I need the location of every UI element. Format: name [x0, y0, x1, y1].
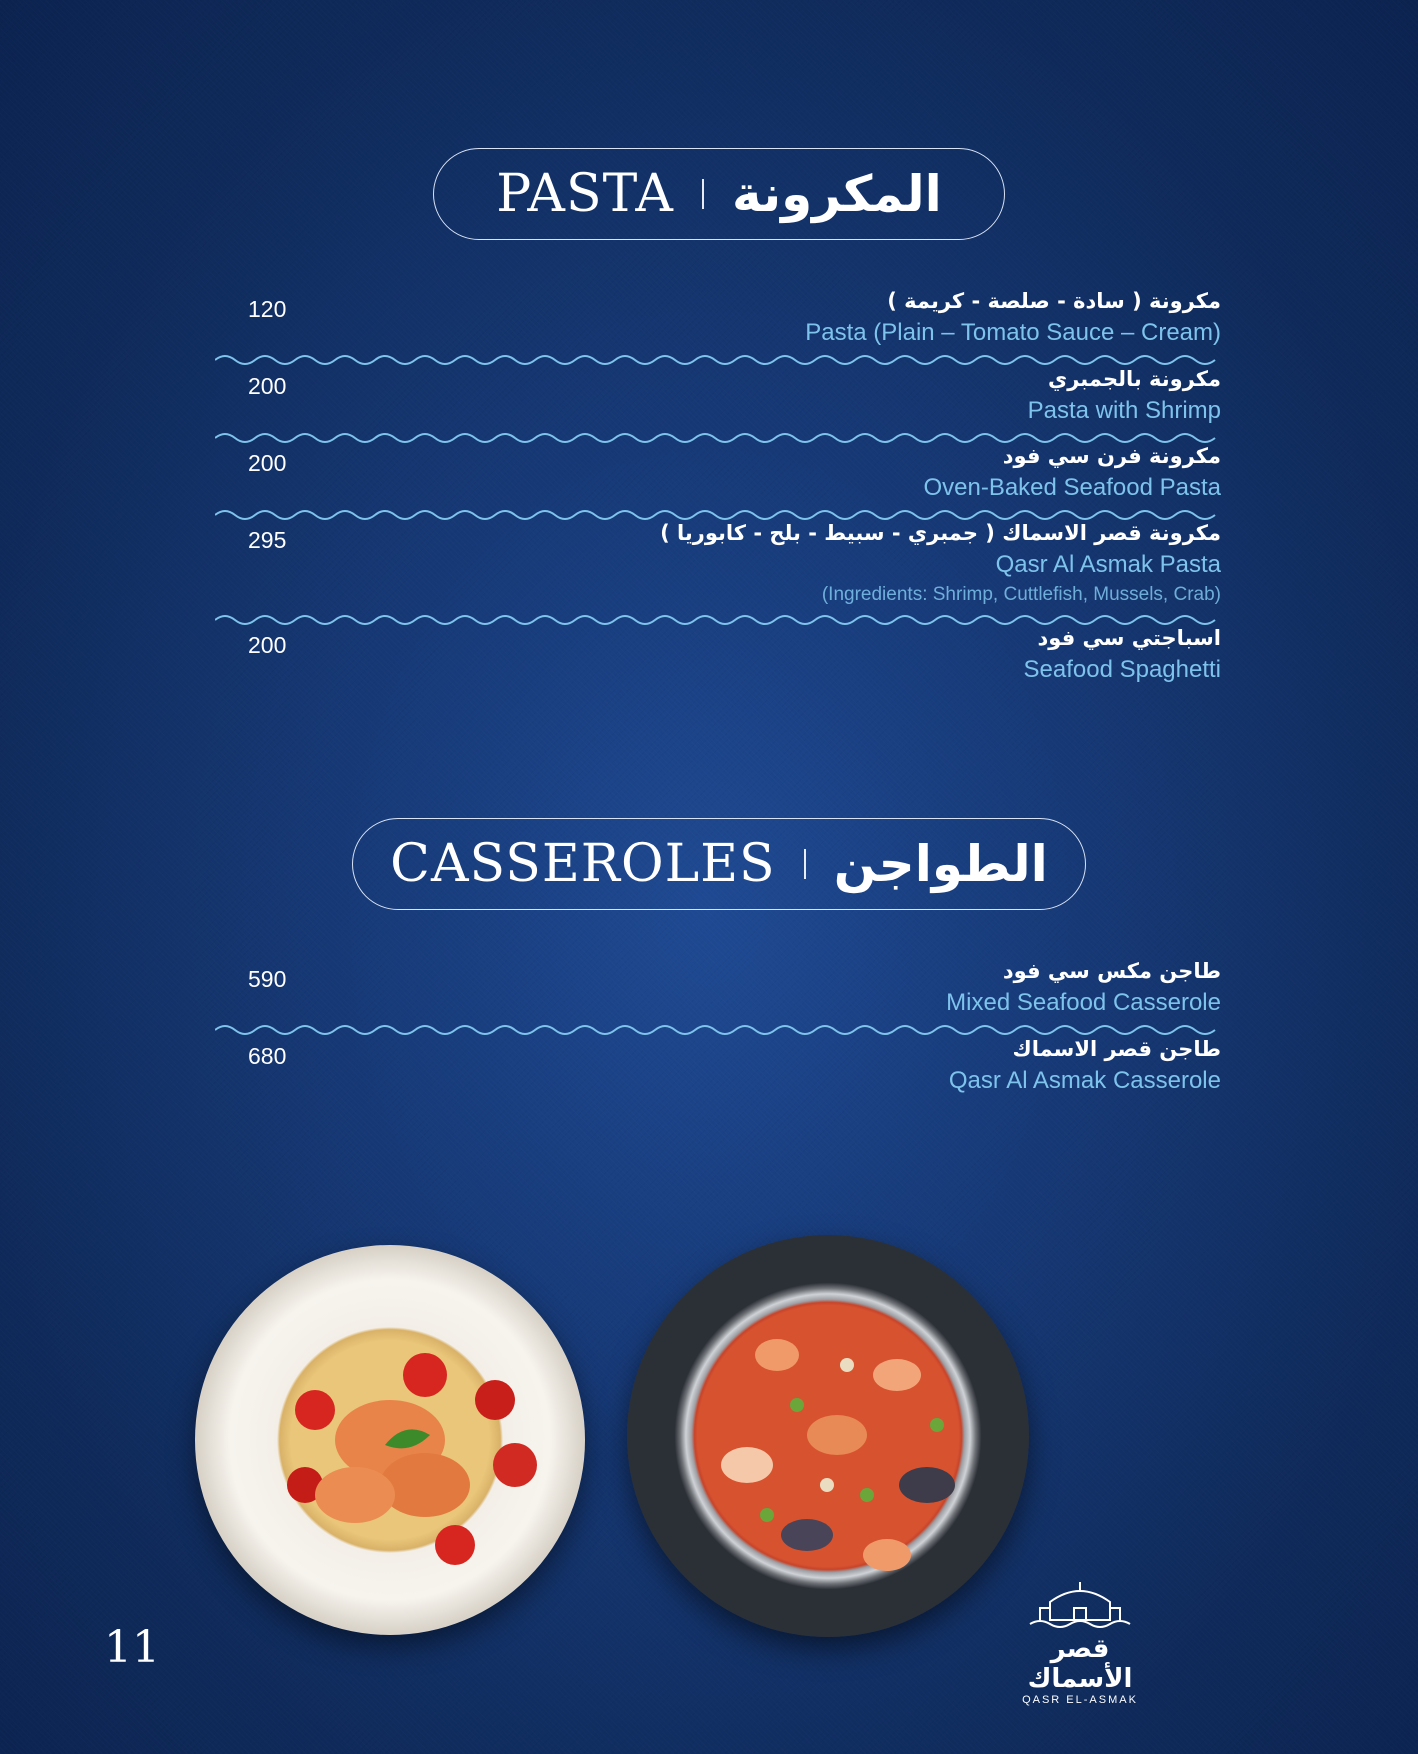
item-name-ar: طاجن مكس سي فود — [1002, 959, 1221, 983]
menu-item — [923, 441, 1221, 505]
logo-text-en: QASR EL-ASMAK — [1022, 1694, 1138, 1706]
item-name-ar: مكرونة قصر الاسماك ( جمبري - سبيط - بلح - كابوريا ) — [660, 521, 1221, 545]
item-name-ar: طاجن قصر الاسماك — [1012, 1037, 1221, 1061]
menu-item — [660, 518, 1221, 608]
menu-item — [1028, 364, 1221, 428]
item-price: 295 — [248, 527, 287, 553]
castle-logo-icon — [1020, 1580, 1140, 1630]
item-price: 680 — [248, 1043, 287, 1069]
item-name-ar: اسباجتي سي فود — [1037, 626, 1221, 650]
casserole-dish-image — [627, 1235, 1029, 1637]
pasta-dish-image — [195, 1245, 585, 1635]
item-name-ar: مكرونة فرن سي فود — [1002, 444, 1221, 468]
title-separator — [804, 849, 806, 879]
pasta-section-header — [433, 148, 1005, 240]
pasta-title-en: PASTA — [496, 164, 674, 224]
item-ingredients-note: (Ingredients: Shrimp, Cuttlefish, Mussels, Crab) — [821, 584, 1221, 605]
item-name-en: Qasr Al Asmak Pasta — [995, 551, 1221, 578]
restaurant-logo — [1000, 1580, 1160, 1706]
logo-text-ar: قصر الأسماك — [1027, 1634, 1133, 1694]
item-name-ar: مكرونة بالجمبري — [1047, 367, 1221, 391]
item-name-en: Qasr Al Asmak Casserole — [948, 1067, 1221, 1094]
pasta-title-ar: المكرونة — [732, 165, 942, 223]
item-price: 200 — [248, 373, 287, 399]
item-name-en: Seafood Spaghetti — [1023, 656, 1221, 683]
casseroles-title-en: CASSEROLES — [390, 834, 776, 894]
menu-item — [946, 956, 1221, 1020]
title-separator — [702, 179, 704, 209]
casseroles-title-ar: الطواجن — [833, 835, 1048, 893]
item-name-en: Pasta (Plain – Tomato Sauce – Cream) — [805, 319, 1221, 346]
item-price: 590 — [248, 966, 287, 992]
item-price: 120 — [248, 296, 287, 322]
item-name-en: Pasta with Shrimp — [1027, 397, 1221, 424]
menu-item — [1024, 623, 1222, 687]
item-price: 200 — [248, 632, 287, 658]
item-name-en: Mixed Seafood Casserole — [946, 989, 1221, 1016]
item-name-en: Oven-Baked Seafood Pasta — [923, 474, 1221, 501]
menu-item — [949, 1034, 1221, 1098]
casseroles-section-header — [352, 818, 1086, 910]
item-price: 200 — [248, 450, 287, 476]
menu-item — [805, 286, 1221, 350]
page-number: 11 — [104, 1622, 160, 1673]
item-name-ar: مكرونة ( سادة - صلصة - كريمة ) — [887, 289, 1221, 313]
